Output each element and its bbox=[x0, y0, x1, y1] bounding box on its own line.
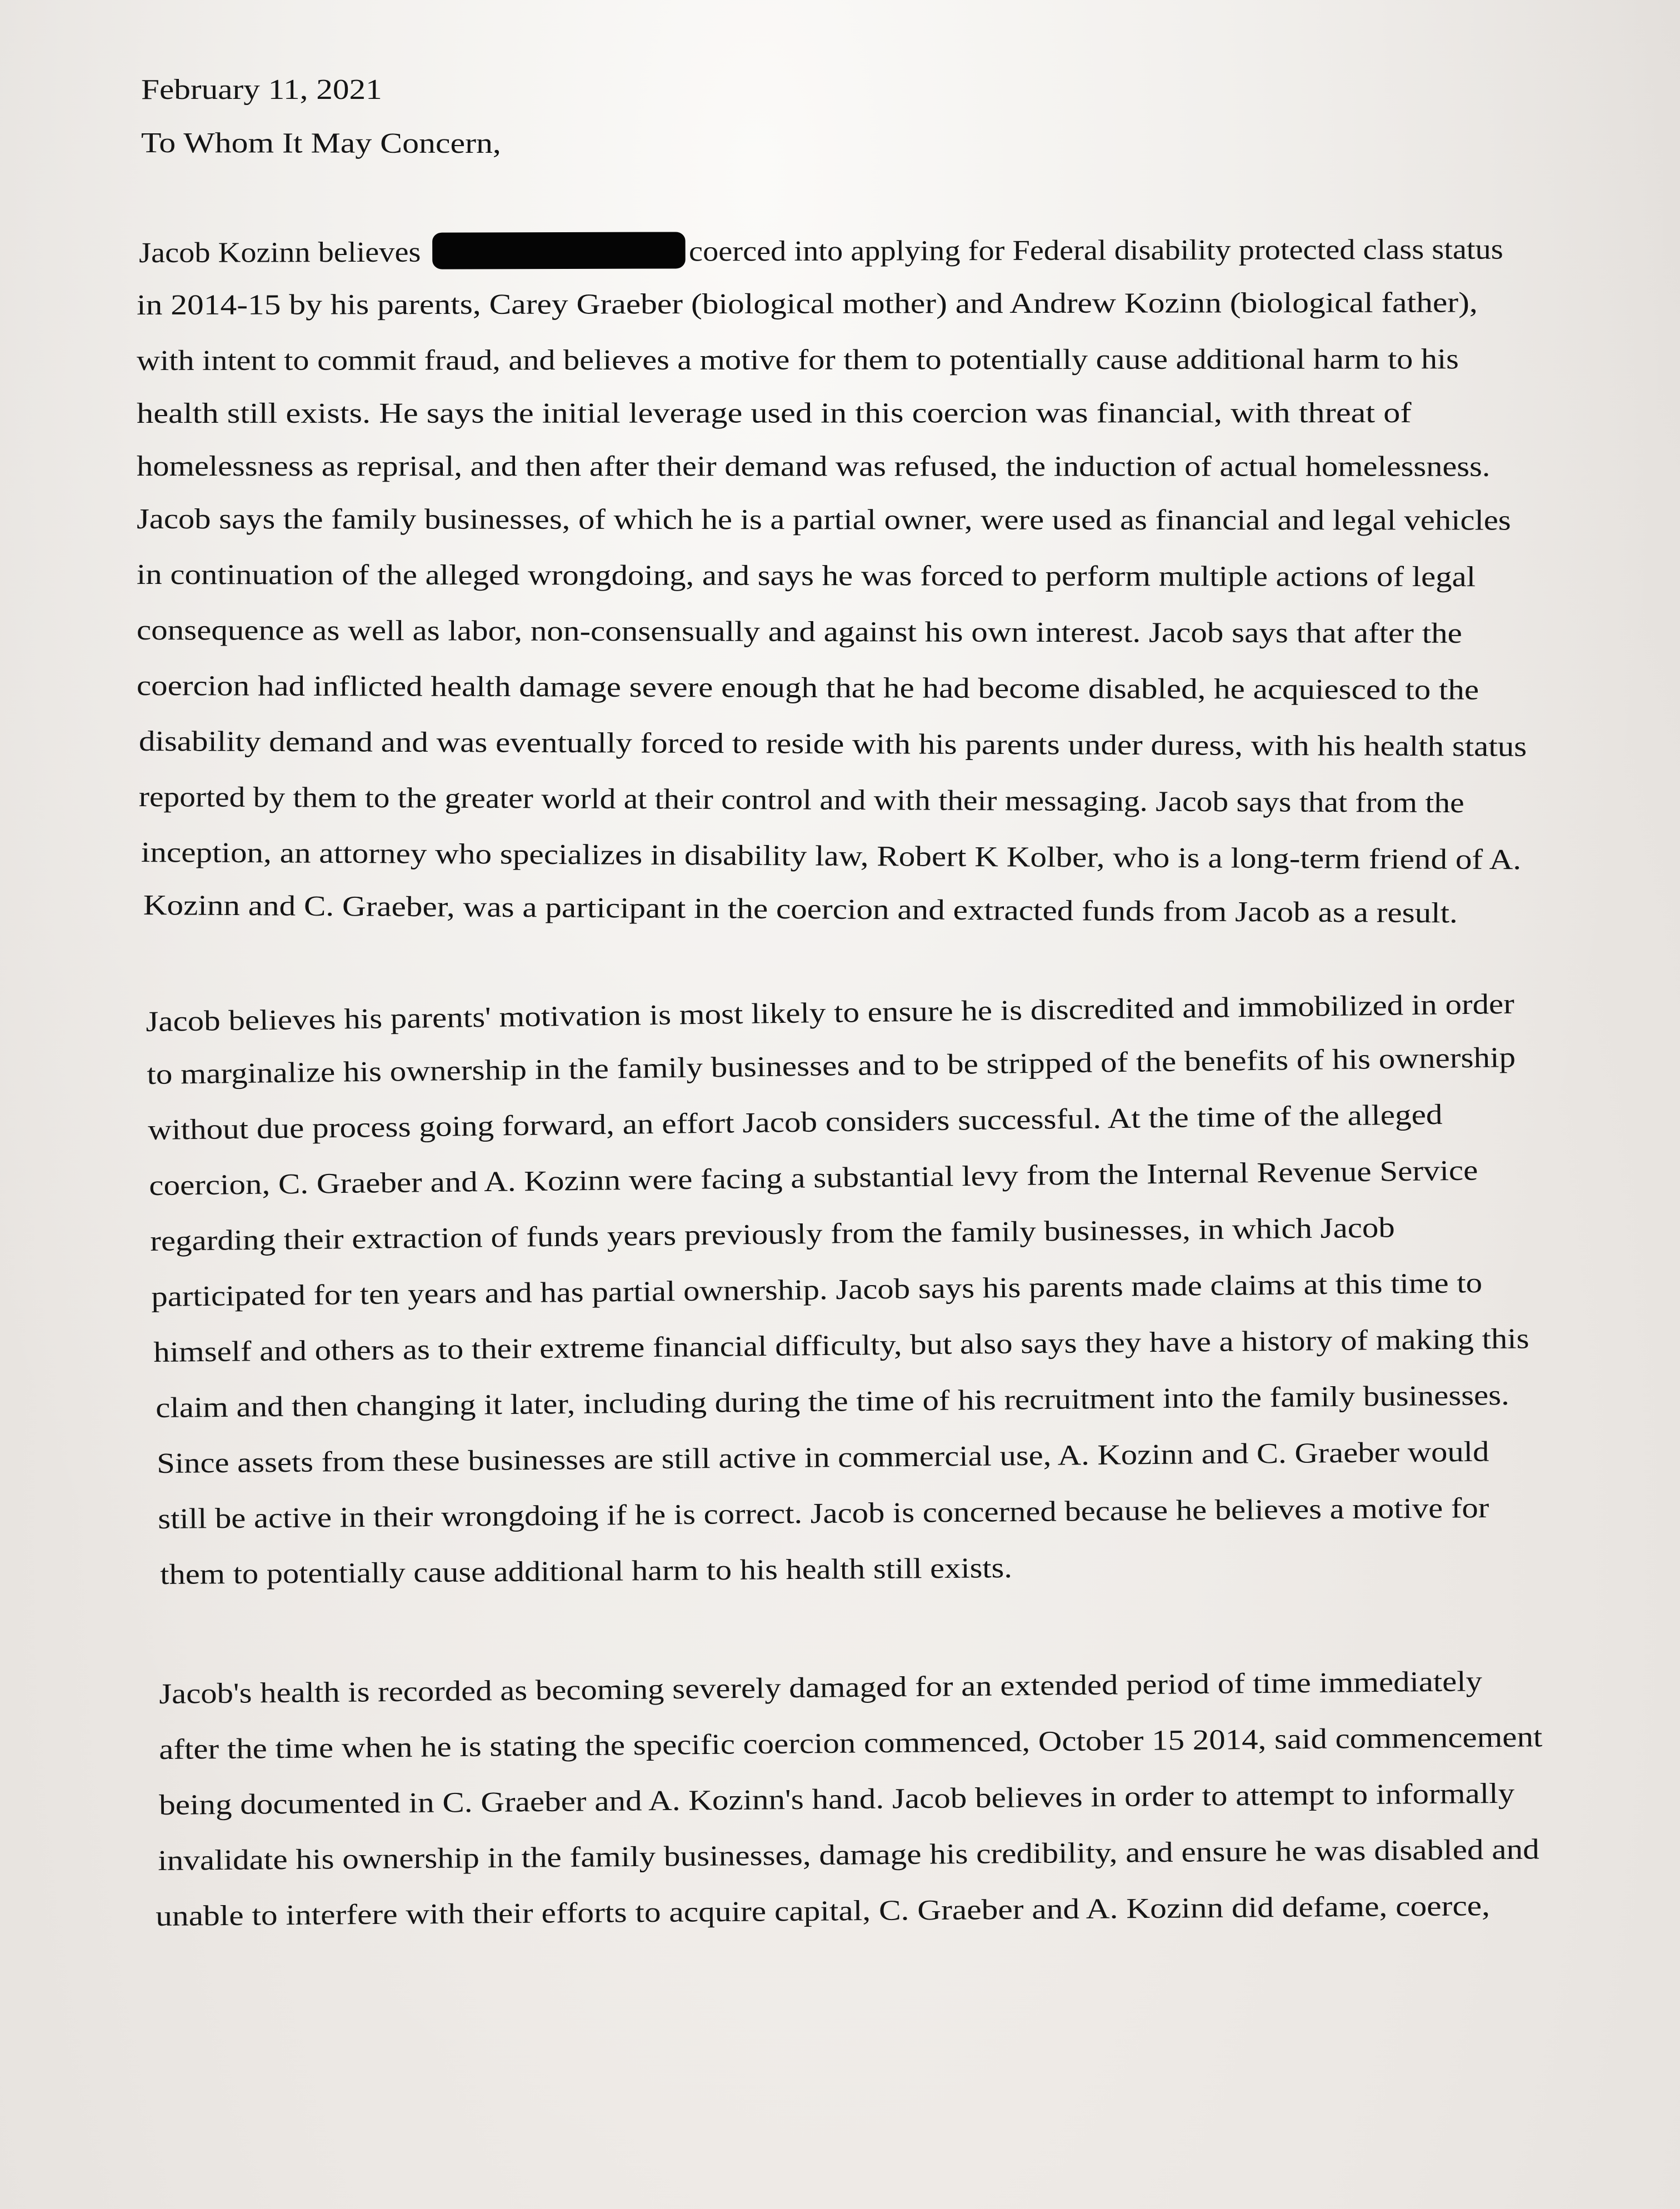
letter-line: after the time when he is stating the specific coercion commenced, October 15 2014, said commencement bbox=[159, 1721, 1543, 1766]
letter-line: inception, an attorney who specializes in disability law, Robert K Kolber, who is a long-term friend of A. bbox=[141, 837, 1522, 876]
letter-line bbox=[139, 230, 1503, 270]
letter-line: Kozinn and C. Graeber, was a participant in the coercion and extracted funds from Jacob as a result. bbox=[143, 889, 1458, 929]
letter-date: February 11, 2021 bbox=[141, 74, 382, 106]
letter-line: being documented in C. Graeber and A. Kozinn's hand. Jacob believes in order to attempt to informally bbox=[159, 1777, 1515, 1821]
letter-line-start: Jacob Kozinn believes bbox=[139, 236, 429, 269]
letter-line: Jacob says the family businesses, of which he is a partial owner, were used as financial and legal vehicles bbox=[136, 503, 1511, 537]
letter-line: claim and then changing it later, including during the time of his recruitment into the family businesses. bbox=[156, 1380, 1509, 1424]
letter-line-end: coerced into applying for Federal disability protected class status bbox=[688, 233, 1503, 268]
letter-line: with intent to commit fraud, and believes a motive for them to potentially cause additional harm to his bbox=[137, 343, 1459, 377]
letter-salutation: To Whom It May Concern, bbox=[141, 127, 501, 160]
letter-line: disability demand and was eventually forced to reside with his parents under duress, with his health status bbox=[138, 726, 1527, 763]
letter-line: regarding their extraction of funds years previously from the family businesses, in which Jacob bbox=[150, 1212, 1396, 1257]
letter-line: in 2014-15 by his parents, Carey Graeber (biological mother) and Andrew Kozinn (biological father), bbox=[137, 287, 1478, 321]
letter-line: Since assets from these businesses are still active in commercial use, A. Kozinn and C. Graeber would bbox=[157, 1436, 1489, 1480]
letter-line: consequence as well as labor, non-consensually and against his own interest. Jacob says that after the bbox=[136, 614, 1462, 649]
letter-line: unable to interfere with their efforts to acquire capital, C. Graeber and A. Kozinn did defame, coerce, bbox=[156, 1890, 1491, 1932]
letter-line: in continuation of the alleged wrongdoing, and says he was forced to perform multiple actions of legal bbox=[136, 559, 1476, 593]
redaction-bar bbox=[432, 232, 686, 269]
letter-line: homelessness as reprisal, and then after their demand was refused, the induction of actual homelessness. bbox=[136, 451, 1491, 483]
letter-line: participated for ten years and has partial ownership. Jacob says his parents made claims at this time to bbox=[151, 1267, 1483, 1313]
letter-line: health still exists. He says the initial leverage used in this coercion was financial, with threat of bbox=[137, 397, 1412, 429]
letter-line: Jacob believes his parents' motivation is most likely to ensure he is discredited and immobilized in order bbox=[146, 988, 1515, 1038]
letter-line: coercion had inflicted health damage severe enough that he had become disabled, he acquiesced to the bbox=[136, 670, 1479, 706]
letter-line: invalidate his ownership in the family businesses, damage his credibility, and ensure he was disabled and bbox=[158, 1833, 1539, 1877]
letter-line: them to potentially cause additional harm to his health still exists. bbox=[160, 1552, 1013, 1591]
letter-line: still be active in their wrongdoing if he is correct. Jacob is concerned because he believes a motive for bbox=[158, 1492, 1489, 1535]
letter-line: coercion, C. Graeber and A. Kozinn were facing a substantial levy from the Internal Revenue Service bbox=[149, 1155, 1478, 1202]
letter-line: himself and others as to their extreme financial difficulty, but also says they have a history of making this bbox=[153, 1323, 1529, 1368]
letter-line: without due process going forward, an effort Jacob considers successful. At the time of the alleged bbox=[148, 1098, 1443, 1146]
letter-line: Jacob's health is recorded as becoming severely damaged for an extended period of time immediately bbox=[159, 1666, 1483, 1710]
letter-line: reported by them to the greater world at their control and with their messaging. Jacob says that from the bbox=[138, 781, 1464, 819]
letter-line: to marginalize his ownership in the family businesses and to be stripped of the benefits of his ownership bbox=[147, 1042, 1516, 1091]
